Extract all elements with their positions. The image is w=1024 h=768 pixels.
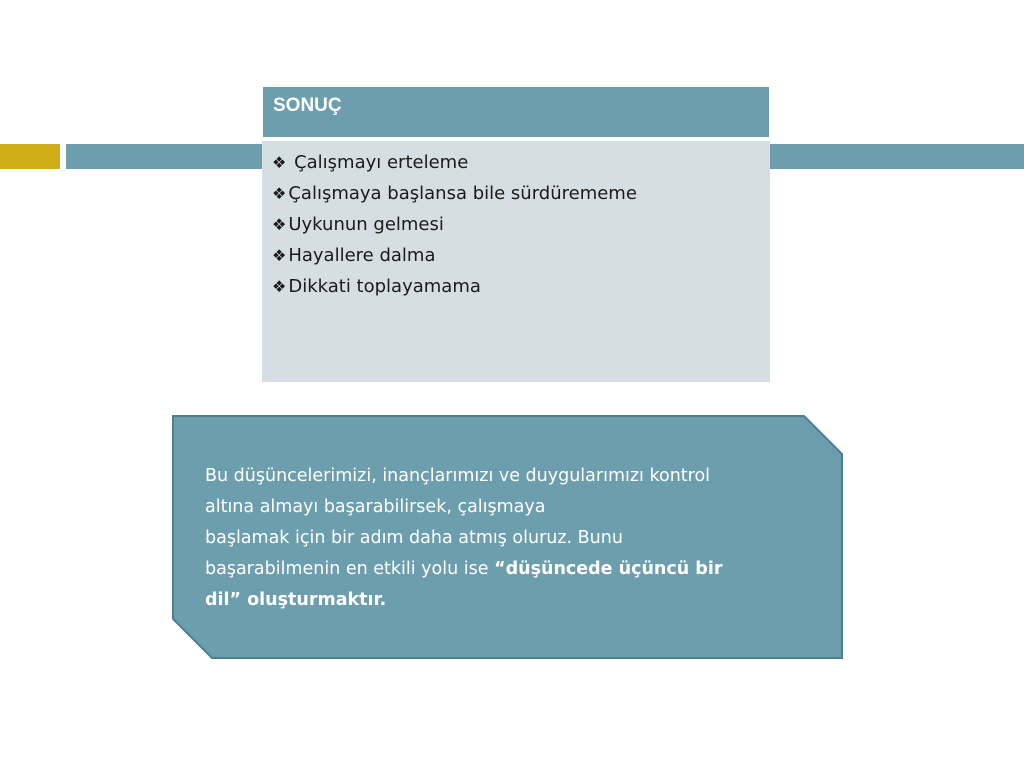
summary-callout (172, 415, 844, 660)
accent-bar-right (770, 144, 1024, 169)
list-item-label: Uykunun gelmesi (288, 214, 444, 235)
callout-line: başarabilmenin en etkili yolu ise (205, 559, 495, 579)
callout-line: başlamak için bir adım daha atmış oluruz. Bunu (205, 528, 623, 548)
list-item (272, 209, 770, 240)
table-body (262, 138, 770, 382)
callout-emphasis: dil” oluşturmaktır. (205, 590, 387, 610)
list-item-label: Hayallere dalma (288, 245, 436, 266)
callout-emphasis: “düşüncede üçüncü bir (494, 559, 723, 579)
diamond-bullet-icon: ❖ (272, 153, 287, 172)
conclusion-table (262, 86, 770, 384)
list-item-label: Dikkati toplayamama (288, 276, 481, 297)
list-item-label: Çalışmayı erteleme (288, 152, 469, 173)
list-item-label: Çalışmaya başlansa bile sürdürememe (288, 183, 637, 204)
list-item (272, 147, 770, 178)
diamond-bullet-icon: ❖ (272, 215, 287, 234)
callout-text (205, 461, 805, 616)
list-item (272, 240, 770, 271)
callout-line: Bu düşüncelerimizi, inançlarımızı ve duygularımızı kontrol (205, 466, 711, 486)
list-item (272, 178, 770, 209)
accent-bar-gold (0, 144, 60, 169)
list-item (272, 271, 770, 302)
diamond-bullet-icon: ❖ (272, 246, 287, 265)
callout-line: altına almayı başarabilirsek, çalışmaya (205, 497, 546, 517)
table-header: SONUÇ (262, 86, 770, 138)
diamond-bullet-icon: ❖ (272, 184, 287, 203)
accent-bar-left (66, 144, 262, 169)
diamond-bullet-icon: ❖ (272, 277, 287, 296)
conclusion-list (272, 147, 770, 302)
